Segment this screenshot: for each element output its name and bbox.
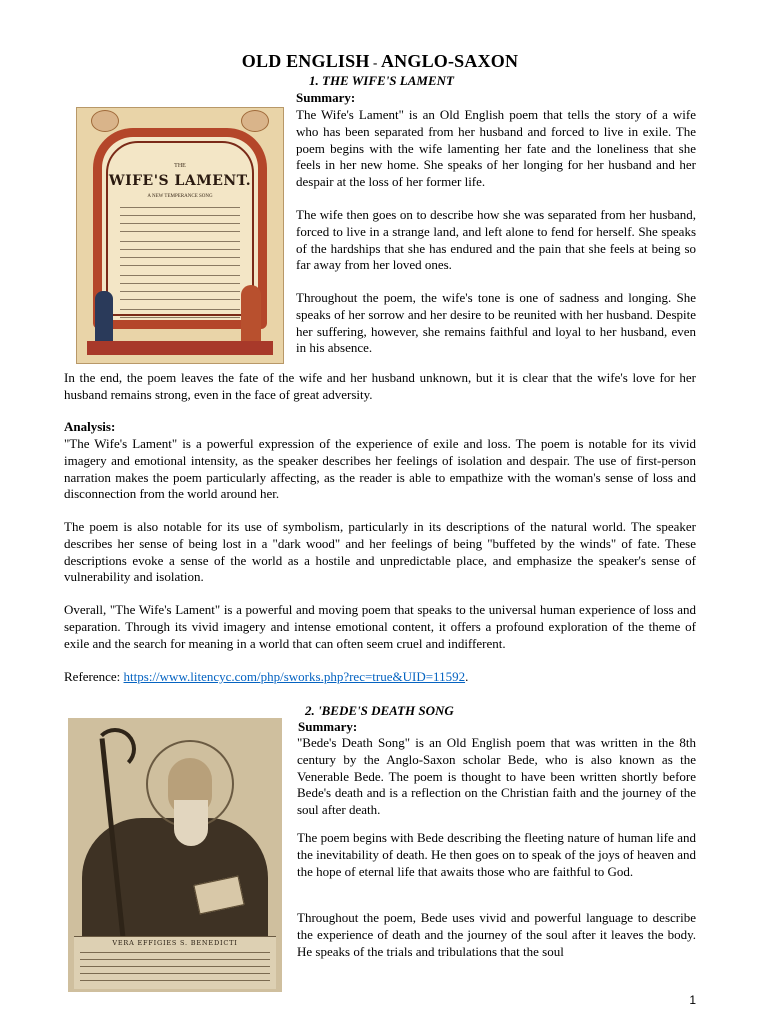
summary-paragraph: Throughout the poem, Bede uses vivid and powerful language to describe the experience of death and the journey of the soul after it leaves the body. He speaks of the trials and tribulations that the soul	[297, 910, 696, 959]
frame-base	[87, 341, 273, 355]
page-title	[0, 51, 760, 72]
reference-line: Reference: https://www.litencyc.com/php/sworks.php?rec=true&UID=11592.	[64, 669, 469, 684]
reference-link[interactable]: https://www.litencyc.com/php/sworks.php?rec=true&UID=11592	[123, 669, 466, 684]
summary-paragraph: In the end, the poem leaves the fate of the wife and her husband unknown, but it is clear that the wife's love for her husband remains strong, even in the face of great adversity.	[64, 370, 696, 402]
page-number: 1	[689, 993, 696, 1007]
analysis-label: Analysis:	[64, 419, 116, 434]
illustration-subtitle: A NEW TEMPERANCE SONG	[147, 194, 213, 199]
man-figure	[95, 291, 113, 343]
title-part-2: ANGLO-SAXON	[380, 51, 519, 71]
section-1-heading: 1. THE WIFE'S LAMENT	[309, 73, 454, 88]
beard-shape	[174, 800, 208, 846]
summary-paragraph: Throughout the poem, the wife's tone is one of sadness and longing. She speaks of her sorrow and her desire to be reunited with her husband. Despite her suffering, however, she remains faithful and loyal to her husband, even in his absence.	[296, 290, 696, 356]
engraving-caption: VERA EFFIGIES S. BENEDICTI	[112, 939, 238, 947]
analysis-paragraph: The poem is also notable for its use of symbolism, particularly in its descriptions of the natural world. The speaker describes her sense of being lost in a "dark wood" and her feelings of being "buffeted by the winds" of fate. These descriptions evoke a sense of the world as a hostile and unpredictable place, and emphasize the speaker's sense of vulnerability and isolation.	[64, 519, 696, 585]
title-part-1: OLD ENGLISH	[241, 51, 370, 71]
reference-label: Reference:	[64, 669, 124, 684]
summary-paragraph: The poem begins with Bede describing the fleeting nature of human life and the inevitability of death. He then goes on to speak of the joys of heaven and the hope of eternal life that awaits those who are faithful to God.	[297, 830, 696, 879]
wifes-lament-illustration	[76, 107, 284, 364]
section-1-summary-label: Summary:	[296, 90, 356, 105]
title-dash: -	[369, 55, 381, 70]
bede-engraving-illustration	[68, 718, 282, 992]
cherub-left-ornament	[91, 110, 119, 132]
woman-figure	[241, 285, 261, 343]
summary-paragraph: "Bede's Death Song" is an Old English poem that was written in the 8th century by the Anglo-Saxon scholar Bede, who is also known as the Venerable Bede. The poem is thought to have been written shortly before Bede's death and is a reflection on the Christian faith and the journey of the soul after death.	[297, 735, 696, 818]
crook-shape	[94, 728, 136, 770]
analysis-paragraph: "The Wife's Lament" is a powerful expression of the experience of exile and loss. The poem is notable for its vivid imagery and emotional intensity, as the speaker describes her feelings of isolation and despair. The use of first-person narration makes the poem particularly affecting, as the reader is able to empathize with the woman's sense of loss and disconnection from the world around her.	[64, 436, 696, 502]
illustration-title-small: THE	[174, 163, 186, 169]
analysis-paragraph: Overall, "The Wife's Lament" is a powerful and moving poem that speaks to the universal human experience of loss and separation. Through its vivid imagery and intense emotional content, it offers a profound exploration of the theme of exile and the search for meaning in a world that can often seem cruel and indifferent.	[64, 602, 696, 651]
summary-paragraph: The wife then goes on to describe how she was separated from her husband, forced to live in a strange land, and left alone to fend for herself. She speaks of the hardships that she has endured and the pain that she feels at being so far away from her loved ones.	[296, 207, 696, 273]
cherub-right-ornament	[241, 110, 269, 132]
illustration-title: WIFE'S LAMENT.	[108, 173, 252, 189]
summary-paragraph: The Wife's Lament" is an Old English poem that tells the story of a wife who has been separated from her husband and forced to live in exile. The poem begins with the wife lamenting her fate and the loneliness that she feels in her new home. She speaks of her longing for her husband and her despair at the loss of her former life.	[296, 107, 696, 190]
section-2-summary-label: Summary:	[298, 719, 358, 734]
section-2-heading: 2. 'BEDE'S DEATH SONG	[305, 703, 454, 718]
